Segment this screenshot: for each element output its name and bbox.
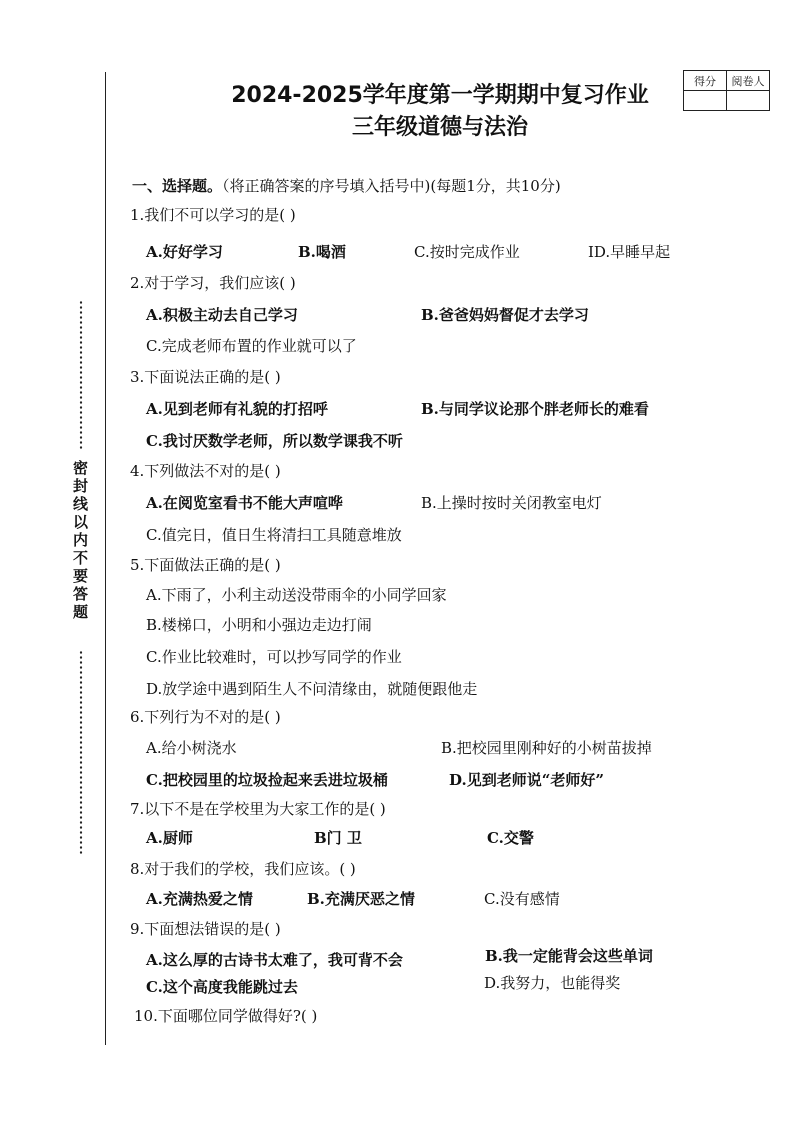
question-stem: 1.我们不可以学习的是( ): [130, 206, 296, 224]
dotted-cut-line-top: [79, 300, 83, 450]
option: C.把校园里的垃圾捡起来丢进垃圾桶: [146, 771, 388, 789]
option: B.把校园里刚种好的小树苗拔掉: [441, 739, 652, 757]
question-stem: 3.下面说法正确的是( ): [130, 368, 281, 386]
seal-notice: 密封线以内不要答题: [71, 460, 89, 622]
option: A.积极主动去自己学习: [146, 306, 298, 324]
option: C.交警: [487, 829, 534, 847]
option: A.这么厚的古诗书太难了，我可背不会: [146, 951, 403, 969]
option: C.按时完成作业: [414, 243, 520, 261]
page-title: 2024-2025学年度第一学期期中复习作业: [231, 83, 649, 108]
option: B.上操时按时关闭教室电灯: [421, 494, 602, 512]
option: B.充满厌恶之情: [307, 890, 415, 908]
option: A.见到老师有礼貌的打招呼: [146, 400, 328, 418]
question-stem: 9.下面想法错误的是( ): [130, 920, 281, 938]
option: C.完成老师布置的作业就可以了: [146, 337, 357, 355]
option: B.爸爸妈妈督促才去学习: [421, 306, 589, 324]
page-subtitle: 三年级道德与法治: [351, 115, 528, 140]
option: A.下雨了，小利主动送没带雨伞的小同学回家: [146, 586, 447, 604]
question-stem: 4.下列做法不对的是( ): [130, 462, 281, 480]
binding-line: [105, 72, 106, 1045]
question-stem: 5.下面做法正确的是( ): [130, 556, 281, 574]
question-stem: 6.下列行为不对的是( ): [130, 708, 281, 726]
section-heading: [132, 175, 561, 196]
reviewer-label: 阅卷人: [727, 71, 770, 91]
option: ID.早睡早起: [588, 243, 671, 261]
option: A.好好学习: [146, 243, 223, 261]
option: C.我讨厌数学老师，所以数学课我不听: [146, 432, 403, 450]
option: D.见到老师说“老师好”: [449, 771, 604, 789]
option: B.喝酒: [298, 243, 346, 261]
question-stem: 8.对于我们的学校，我们应该。( ): [130, 860, 356, 878]
option: A.厨师: [146, 829, 193, 847]
reviewer-cell[interactable]: [727, 91, 770, 111]
question-stem: 2.对于学习，我们应该( ): [130, 274, 296, 292]
section-instruction: （将正确答案的序号填入括号中)(每题1分，共10分): [222, 177, 561, 195]
option: B.与同学议论那个胖老师长的难看: [421, 400, 649, 418]
option: A.充满热爱之情: [146, 890, 253, 908]
option: B.楼梯口，小明和小强边走边打闹: [146, 616, 372, 634]
section-heading-label: 一、选择题。: [132, 177, 223, 195]
option: B门 卫: [314, 829, 362, 847]
option: D.放学途中遇到陌生人不问清缘由，就随便跟他走: [146, 680, 478, 698]
question-stem: 7.以下不是在学校里为大家工作的是( ): [130, 800, 386, 818]
dotted-cut-line-bottom: [79, 650, 83, 855]
question-stem: 10.下面哪位同学做得好?( ): [134, 1007, 318, 1025]
option: C.作业比较难时，可以抄写同学的作业: [146, 648, 402, 666]
option: C.没有感情: [484, 890, 560, 908]
option: D.我努力，也能得奖: [484, 974, 621, 992]
option: A.给小树浇水: [146, 739, 237, 757]
option: C.这个高度我能跳过去: [146, 978, 298, 996]
option: A.在阅览室看书不能大声喧哗: [146, 494, 343, 512]
option: B.我一定能背会这些单词: [485, 947, 653, 965]
score-label: 得分: [684, 71, 727, 91]
option: C.值完日，值日生将清扫工具随意堆放: [146, 526, 402, 544]
